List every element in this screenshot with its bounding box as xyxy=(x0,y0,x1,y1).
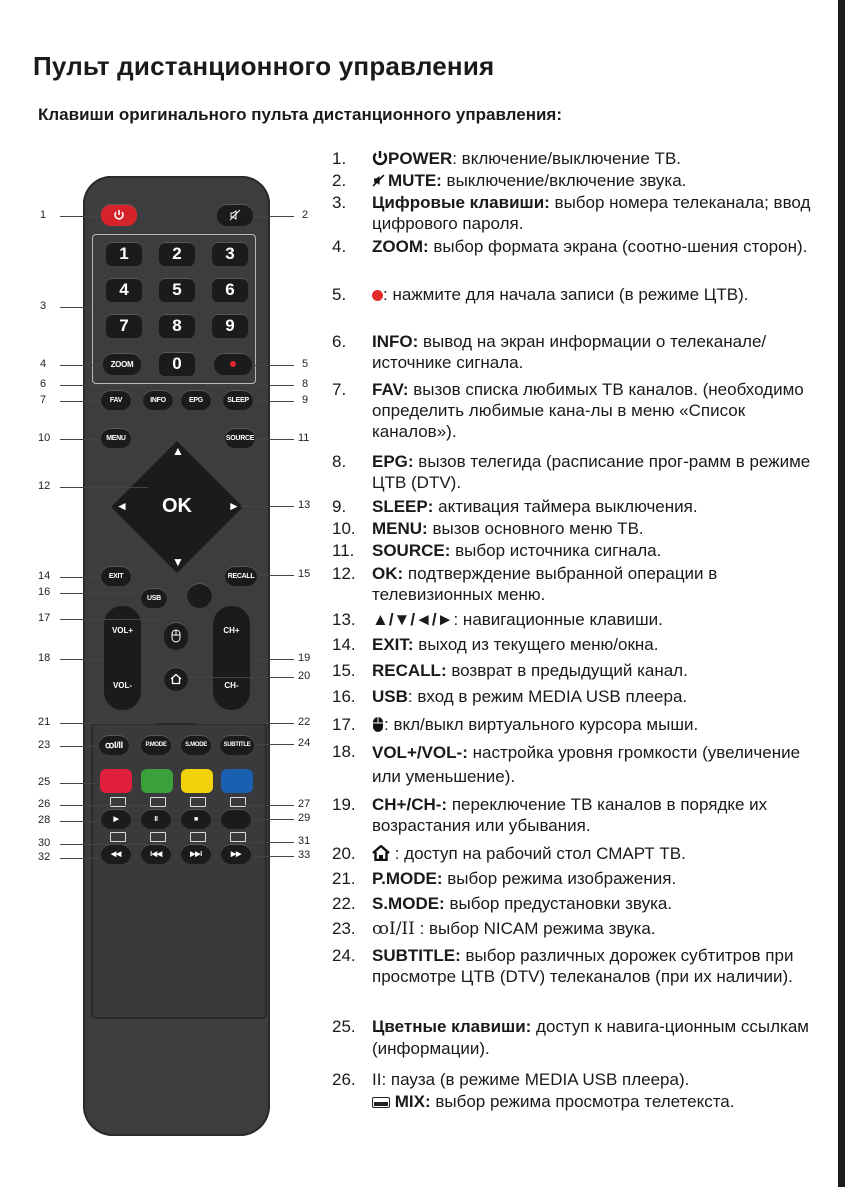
blank-media-button[interactable] xyxy=(221,809,251,829)
key-0[interactable]: 0 xyxy=(159,352,195,376)
play-icon: ▶ xyxy=(113,816,119,823)
item-number: 13. xyxy=(332,610,356,629)
callout-32: 32 xyxy=(38,851,51,863)
callout-line-25 xyxy=(60,783,100,784)
callout-11: 11 xyxy=(298,432,310,444)
mute-button[interactable] xyxy=(217,204,253,226)
item-number: 3. xyxy=(332,193,347,212)
item-number: 24. xyxy=(332,946,356,965)
smode-button[interactable]: S.MODE xyxy=(181,735,211,755)
callout-line-4 xyxy=(60,365,102,366)
item-number: 6. xyxy=(332,332,347,351)
item-text: выход из текущего меню/окна. xyxy=(413,635,659,654)
item-key: ꝏI/II xyxy=(372,919,415,939)
yellow-key[interactable] xyxy=(181,769,213,793)
key-1[interactable]: 1 xyxy=(106,242,142,266)
callout-19: 19 xyxy=(298,652,311,664)
callout-30: 30 xyxy=(38,837,51,849)
item-text: активация таймера выключения. xyxy=(433,497,698,516)
callout-10: 10 xyxy=(38,432,51,444)
callout-line-10 xyxy=(60,439,100,440)
callout-24: 24 xyxy=(298,737,311,749)
item-number: 4. xyxy=(332,237,347,256)
next-icon: ▶▶I xyxy=(190,851,202,858)
mouse-icon xyxy=(171,629,181,643)
item-key: FAV: xyxy=(372,380,409,399)
callout-line-20 xyxy=(189,677,294,678)
callout-line-28 xyxy=(60,821,100,822)
item-number: 15. xyxy=(332,661,356,680)
callout-21: 21 xyxy=(38,716,51,728)
zoom-button[interactable]: ZOOM xyxy=(103,353,141,375)
item-text: выключение/включение звука. xyxy=(441,171,687,190)
callout-line-17 xyxy=(60,619,164,620)
fast-forward-icon: ▶▶ xyxy=(230,851,242,858)
key-5[interactable]: 5 xyxy=(159,278,195,302)
callout-14: 14 xyxy=(38,570,51,582)
teletext-subpage-icon xyxy=(190,832,206,842)
callout-line-6 xyxy=(60,385,152,386)
key-2[interactable]: 2 xyxy=(159,242,195,266)
channel-rocker[interactable] xyxy=(213,606,250,710)
item-key: SUBTITLE: xyxy=(372,946,461,965)
item-text: вывод на экран информации о телеканале/источнике сигнала. xyxy=(372,332,767,372)
item-number: 26. xyxy=(332,1070,356,1089)
teletext-reveal-icon xyxy=(110,832,126,842)
item-key: S.MODE: xyxy=(372,894,445,913)
item-text: подтверждение выбранной операции в телевизионных меню. xyxy=(372,564,718,604)
callout-line-30 xyxy=(60,844,150,845)
callout-line-33 xyxy=(254,856,294,857)
volume-rocker[interactable] xyxy=(104,606,141,710)
item-text: выбор различных дорожек субтитров при просмотре ЦТВ (DTV) телеканалов (при их наличии). xyxy=(372,946,794,986)
arrow-down-icon[interactable]: ▼ xyxy=(172,555,184,569)
mute-icon xyxy=(372,174,385,187)
pause-button[interactable] xyxy=(141,809,171,829)
callout-line-8 xyxy=(205,385,294,386)
item-number: 17. xyxy=(332,715,356,734)
item-number: 21. xyxy=(332,869,356,888)
power-button[interactable] xyxy=(101,204,137,226)
callout-line-32 xyxy=(60,858,100,859)
item-key: ▲/▼/◄/► xyxy=(372,610,454,629)
callout-line-1 xyxy=(60,216,100,217)
arrow-right-icon[interactable]: ► xyxy=(228,499,240,513)
callout-12: 12 xyxy=(38,480,51,492)
item-key: EXIT: xyxy=(372,635,414,654)
exit-button[interactable]: EXIT xyxy=(101,566,131,586)
remote-illustration xyxy=(0,150,330,1180)
mix-icon xyxy=(372,1097,390,1108)
item-number: 8. xyxy=(332,452,347,471)
callout-23: 23 xyxy=(38,739,51,751)
info-button[interactable]: INFO xyxy=(143,390,173,410)
callout-31: 31 xyxy=(298,835,311,847)
item-number: 22. xyxy=(332,894,356,913)
item-key: Цветные клавиши: xyxy=(372,1017,532,1036)
item-number: 19. xyxy=(332,795,356,814)
item-text: II: пауза (в режиме MEDIA USB плеера). xyxy=(372,1070,690,1089)
home-button[interactable] xyxy=(164,667,188,691)
item-text: выбор номера телеканала; ввод цифрового пароля. xyxy=(372,193,811,233)
callout-line-18 xyxy=(60,659,104,660)
item-key: VOL+/VOL-: xyxy=(372,743,468,762)
callout-line-9 xyxy=(254,401,294,402)
item-key: CH+/CH-: xyxy=(372,795,448,814)
sleep-button[interactable]: SLEEP xyxy=(223,390,253,410)
arrow-left-icon[interactable]: ◄ xyxy=(116,499,128,513)
ch-plus-label: CH+ xyxy=(223,626,240,635)
item-text: доступ к навига-ционным ссылкам (информации). xyxy=(372,1017,809,1058)
callout-6: 6 xyxy=(40,378,47,390)
callout-line-12 xyxy=(60,487,148,488)
item-number: 12. xyxy=(332,564,356,583)
key-7[interactable]: 7 xyxy=(106,314,142,338)
callout-line-27 xyxy=(236,805,294,806)
callout-2: 2 xyxy=(302,209,309,221)
item-number: 9. xyxy=(332,497,347,516)
item-text: вызов списка любимых ТВ каналов. (необходимо определить любимые кана-лы в меню «Список каналов»). xyxy=(372,380,804,441)
item-text: выбор режима изображения. xyxy=(442,869,677,888)
power-icon xyxy=(372,150,388,166)
callout-line-3 xyxy=(60,307,92,308)
fast-forward-button[interactable] xyxy=(221,844,251,864)
callout-line-26 xyxy=(60,805,150,806)
item-text: настройка уровня громкости (увеличение или уменьшение). xyxy=(372,743,801,786)
home-icon xyxy=(170,673,182,685)
item-number: 23. xyxy=(332,919,356,938)
media-panel xyxy=(91,723,267,1019)
item-key: SLEEP: xyxy=(372,497,434,516)
mute-icon xyxy=(229,209,241,221)
item-key: OK: xyxy=(372,564,404,583)
item-number: 14. xyxy=(332,635,356,654)
page-subtitle: Клавиши оригинального пульта дистанционного управления: xyxy=(38,105,563,124)
record-button[interactable] xyxy=(214,353,252,375)
recall-button[interactable]: RECALL xyxy=(225,566,257,586)
callout-line-7 xyxy=(60,401,100,402)
rewind-icon: ◀◀ xyxy=(110,851,122,858)
page-title: Пульт дистанционного управления xyxy=(33,51,495,81)
mix-icon xyxy=(150,797,166,807)
power-icon xyxy=(113,209,125,221)
item-key: MUTE: xyxy=(388,171,442,190)
item-number: 10. xyxy=(332,519,356,538)
usb-button[interactable]: USB xyxy=(141,588,167,608)
item-number: 11. xyxy=(332,541,355,560)
page-edge-bar xyxy=(838,0,845,1187)
item-text: выбор источника сигнала. xyxy=(450,541,662,560)
dpad xyxy=(104,438,250,576)
callout-15: 15 xyxy=(298,568,311,580)
teletext-index-icon xyxy=(150,832,166,842)
item-number: 1. xyxy=(332,149,347,168)
item-text: : включение/выключение ТВ. xyxy=(452,149,682,168)
key-8[interactable]: 8 xyxy=(159,314,195,338)
callout-25: 25 xyxy=(38,776,51,788)
item-extra-text: выбор режима просмотра телетекста. xyxy=(430,1092,735,1111)
arrow-up-icon[interactable]: ▲ xyxy=(172,444,184,458)
item-number: 25. xyxy=(332,1017,356,1036)
item-number: 18. xyxy=(332,742,356,761)
callout-26: 26 xyxy=(38,798,51,810)
item-key: ZOOM: xyxy=(372,237,429,256)
source-button[interactable]: SOURCE xyxy=(225,428,255,448)
callout-13: 13 xyxy=(298,499,311,511)
callout-33: 33 xyxy=(298,849,311,861)
callout-line-29 xyxy=(254,819,294,820)
callout-line-23 xyxy=(60,746,99,747)
callout-line-31 xyxy=(236,842,294,843)
rewind-button[interactable] xyxy=(101,844,131,864)
item-text: переключение ТВ каналов в порядке их возрастания или убывания. xyxy=(372,795,768,835)
callout-27: 27 xyxy=(298,798,311,810)
blank-round-button[interactable] xyxy=(187,583,212,608)
key-4[interactable]: 4 xyxy=(106,278,142,302)
item-number: 5. xyxy=(332,285,347,304)
key-9[interactable]: 9 xyxy=(212,314,248,338)
item-text: выбор предустановки звука. xyxy=(444,894,673,913)
play-button[interactable] xyxy=(101,809,131,829)
epg-button[interactable]: EPG xyxy=(181,390,211,410)
mouse-button[interactable] xyxy=(164,622,188,650)
vol-minus-label: VOL- xyxy=(112,681,133,690)
mouse-icon xyxy=(372,715,384,733)
item-key: Цифровые клавиши: xyxy=(372,193,550,212)
key-6[interactable]: 6 xyxy=(212,278,248,302)
callout-line-19 xyxy=(251,659,294,660)
teletext-size-icon xyxy=(190,797,206,807)
callout-line-5 xyxy=(253,365,294,366)
callout-3: 3 xyxy=(40,300,47,312)
teletext-cancel-icon xyxy=(230,832,246,842)
item-key: P.MODE: xyxy=(372,869,443,888)
stop-icon: ■ xyxy=(194,815,198,823)
item-text: вызов основного меню ТВ. xyxy=(427,519,644,538)
item-extra-key: MIX: xyxy=(394,1092,431,1111)
item-number: 20. xyxy=(332,844,356,863)
item-number: 7. xyxy=(332,380,347,399)
fav-button[interactable]: FAV xyxy=(101,390,131,410)
key-3[interactable]: 3 xyxy=(212,242,248,266)
callout-8: 8 xyxy=(302,378,309,390)
item-key: POWER xyxy=(388,149,453,168)
red-key[interactable] xyxy=(100,769,132,793)
pause-icon: II xyxy=(154,815,158,823)
item-text: выбор формата экрана (соотно-шения сторон). xyxy=(428,237,808,256)
menu-button[interactable]: MENU xyxy=(101,428,131,448)
callout-22: 22 xyxy=(298,716,311,728)
home-icon xyxy=(372,845,390,861)
stop-button[interactable] xyxy=(181,809,211,829)
item-number: 2. xyxy=(332,171,347,190)
item-text: : вкл/выкл виртуального курсора мыши. xyxy=(384,715,699,734)
callout-20: 20 xyxy=(298,670,311,682)
item-text: : нажмите для начала записи (в режиме ЦТВ). xyxy=(383,285,749,304)
item-key: SOURCE: xyxy=(372,541,451,560)
callout-17: 17 xyxy=(38,612,51,624)
item-text: : доступ на рабочий стол СМАРТ ТВ. xyxy=(390,844,686,863)
callout-9: 9 xyxy=(302,394,309,406)
callout-line-15 xyxy=(258,575,294,576)
callout-line-14 xyxy=(60,577,100,578)
next-button[interactable] xyxy=(181,844,211,864)
item-key: USB xyxy=(372,687,408,706)
item-key: EPG: xyxy=(372,452,414,471)
item-key: RECALL: xyxy=(372,661,447,680)
previous-button[interactable] xyxy=(141,844,171,864)
callout-29: 29 xyxy=(298,812,311,824)
vol-plus-label: VOL+ xyxy=(111,626,134,635)
ok-button[interactable]: OK xyxy=(149,478,205,534)
item-text: вызов телегида (расписание прог-рамм в режиме ЦТВ (DTV). xyxy=(372,452,811,492)
callout-line-16 xyxy=(60,593,140,594)
subtitle-button[interactable]: SUBTITLE xyxy=(220,735,254,755)
callout-16: 16 xyxy=(38,586,51,598)
callout-18: 18 xyxy=(38,652,51,664)
callout-line-21 xyxy=(60,723,156,724)
callout-28: 28 xyxy=(38,814,51,826)
record-dot-icon xyxy=(372,290,383,301)
callout-1: 1 xyxy=(40,209,47,221)
item-key: INFO: xyxy=(372,332,419,351)
callout-line-11 xyxy=(256,439,294,440)
item-number: 16. xyxy=(332,687,356,706)
ch-minus-label: CH- xyxy=(224,681,239,690)
item-text: : навигационные клавиши. xyxy=(453,610,663,629)
callout-line-2 xyxy=(254,216,294,217)
previous-icon: I◀◀ xyxy=(150,851,162,858)
callout-line-24 xyxy=(255,744,294,745)
green-key[interactable] xyxy=(141,769,173,793)
record-dot-icon xyxy=(230,361,236,367)
callout-4: 4 xyxy=(40,358,47,370)
blue-key[interactable] xyxy=(221,769,253,793)
item-key: MENU: xyxy=(372,519,428,538)
item-text: возврат в предыдущий канал. xyxy=(446,661,688,680)
callout-line-22 xyxy=(196,723,294,724)
nicam-button[interactable]: ꝏI/II xyxy=(99,735,129,755)
callout-7: 7 xyxy=(40,394,47,406)
callout-line-13 xyxy=(240,506,294,507)
callout-5: 5 xyxy=(302,358,309,370)
item-text: : вход в режим MEDIA USB плеера. xyxy=(407,687,688,706)
pmode-button[interactable]: P.MODE xyxy=(141,735,171,755)
item-text: : выбор NICAM режима звука. xyxy=(414,919,656,938)
